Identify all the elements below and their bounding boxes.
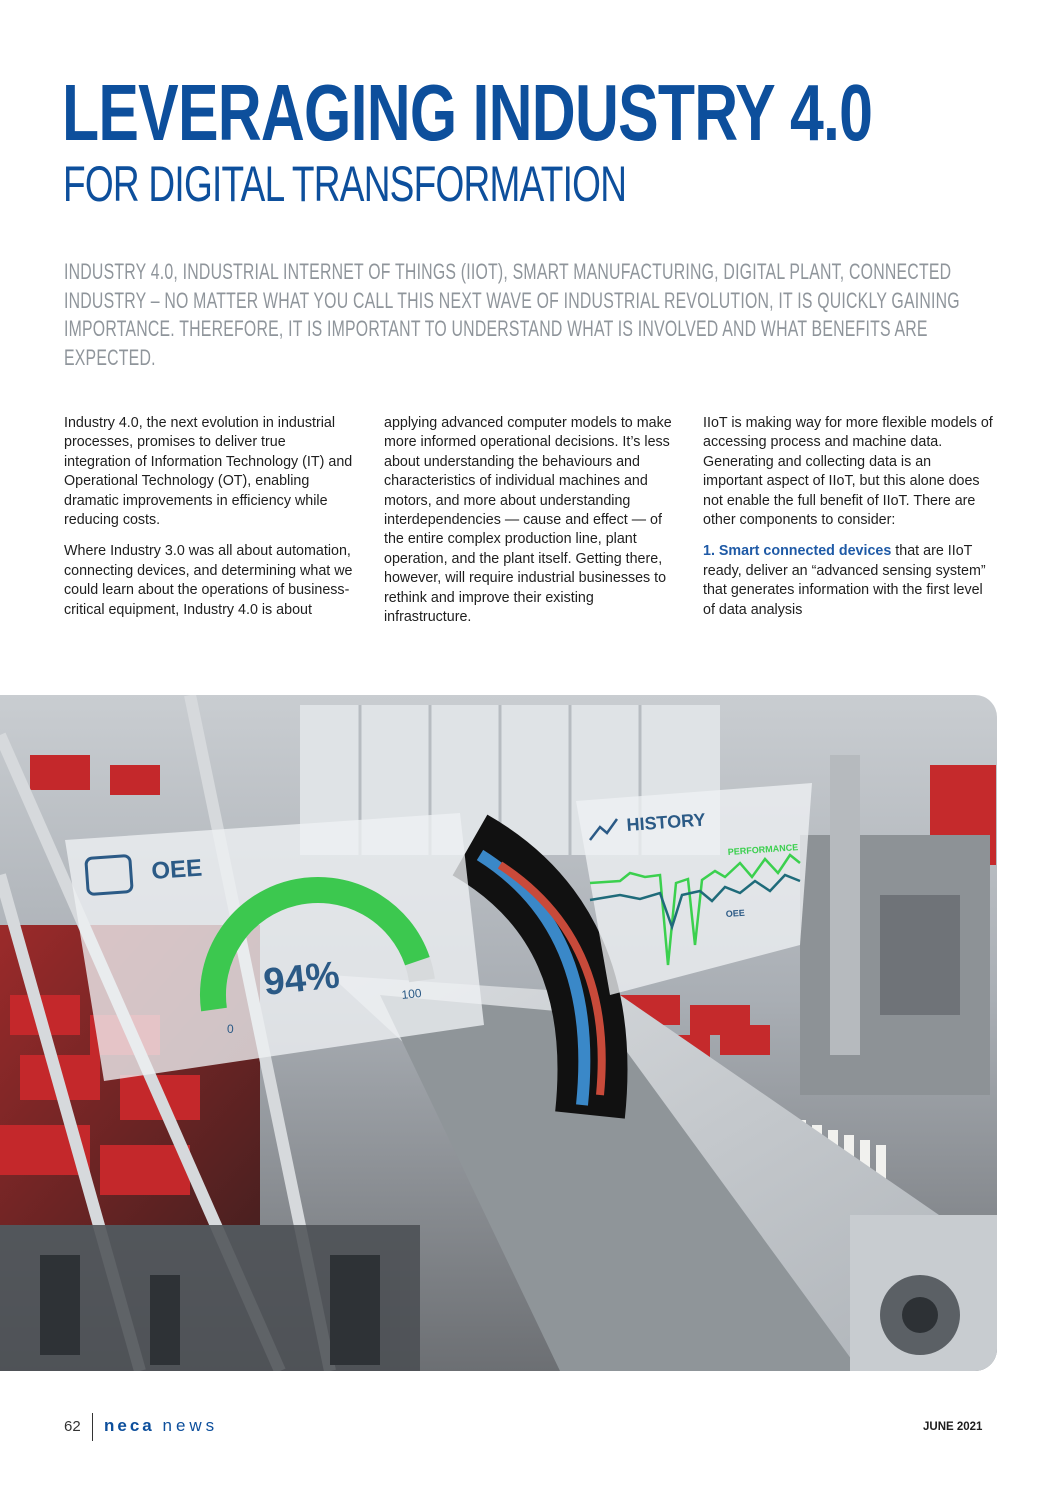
logo-news: news (162, 1416, 219, 1435)
body-paragraph: Where Industry 3.0 was all about automation, connecting devices, and determining what we could learn about the operations of business-critical equipment, Industry 4.0 is about (64, 543, 353, 618)
body-column-3 (703, 414, 993, 632)
history-oee-label: OEE (725, 907, 746, 919)
highlight-smart-devices: 1. Smart connected devices (703, 543, 892, 560)
footer-divider (92, 1413, 93, 1441)
body-column-1 (64, 414, 354, 632)
oee-title: OEE (150, 854, 203, 885)
intro-standfirst: INDUSTRY 4.0, INDUSTRIAL INTERNET OF THINGS (IIOT), SMART MANUFACTURING, DIGITAL PLANT, CONNECTED INDUSTRY – NO MATTER WHAT YOU CALL THIS NEXT WAVE OF INDUSTRIAL REVOLUTION, IT IS QUICKLY GAINING IMPORTANCE. THEREFORE, IT IS IMPORTANT TO UNDERSTAND WHAT IS INVOLVED AND WHAT BENEFITS ARE EXPECTED. (64, 259, 960, 370)
oee-value: 94% (261, 954, 342, 1004)
body-text: that are IIoT ready, deliver an “advanced sensing system” that generates information with the first level of data analysis (703, 543, 986, 618)
neca-news-logo (104, 1416, 218, 1436)
gauge-min-label: 0 (227, 1022, 234, 1036)
body-paragraph: Industry 4.0, the next evolution in industrial processes, promises to deliver true integration of Information Technology (IT) and Operational Technology (OT), enabling dramatic improvements in efficiency while reducing costs. (64, 415, 353, 529)
body-paragraph (703, 542, 993, 620)
history-title: HISTORY (625, 809, 707, 835)
body-column-2 (384, 414, 676, 639)
factory-photo (0, 695, 997, 1371)
logo-neca: neca (104, 1416, 155, 1435)
article-subtitle: FOR DIGITAL TRANSFORMATION (63, 156, 627, 212)
issue-date: JUNE 2021 (923, 1421, 983, 1433)
body-paragraph: applying advanced computer models to make more informed operational decisions. It’s less about understanding the behaviours and characteristics of individual machines and motors, and more about understanding interdependencies — cause and effect — of the entire complex production line, plant operation, and the plant itself. Getting there, however, will require industrial businesses to rethink and improve their existing infrastructure. (384, 415, 672, 626)
performance-label: PERFORMANCE (727, 842, 799, 857)
gauge-max-label: 100 (400, 985, 423, 1002)
body-paragraph: IIoT is making way for more flexible models of accessing process and machine data. Generating and collecting data is an important aspect of IIoT, but this alone does not enable the full benefit of IIoT. There are other components to consider: (703, 415, 993, 529)
page-number: 62 (64, 1418, 81, 1435)
article-title: LEVERAGING INDUSTRY 4.0 (62, 68, 873, 157)
